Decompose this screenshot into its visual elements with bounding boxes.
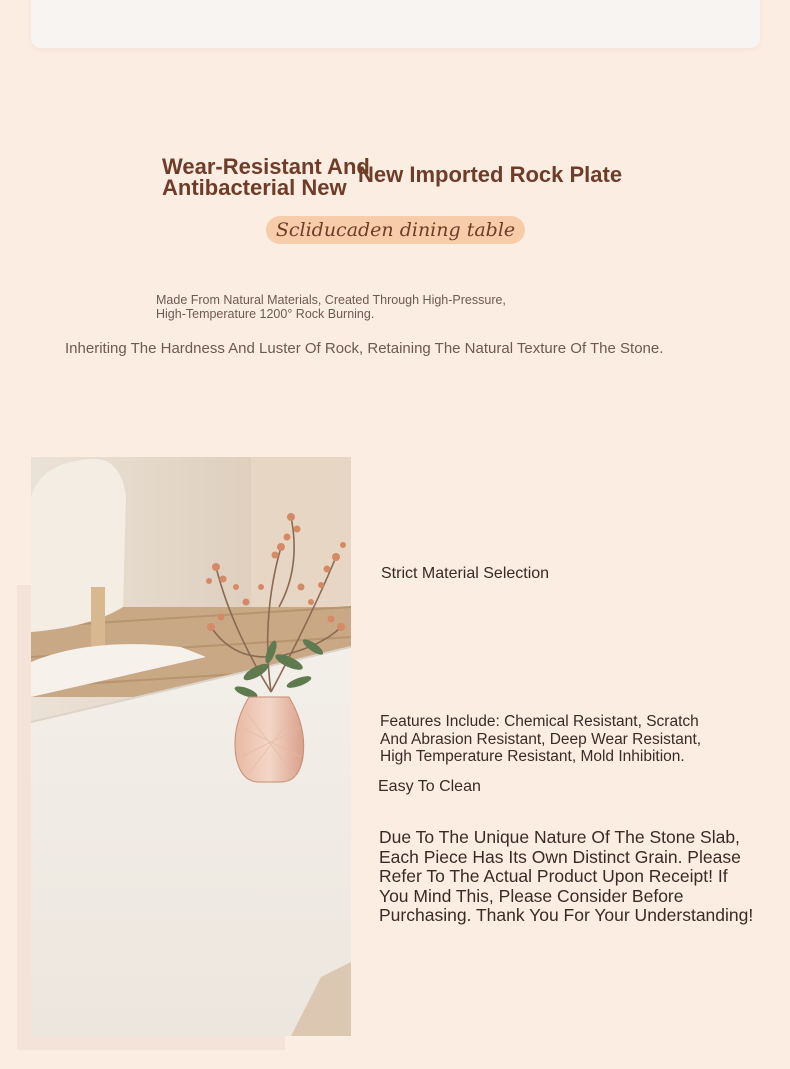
product-photo xyxy=(31,457,351,1036)
product-name-badge: Scliducaden dining table xyxy=(266,216,525,244)
easy-clean-label: Easy To Clean xyxy=(378,778,481,795)
texture-description: Inheriting The Hardness And Luster Of Rock, Retaining The Natural Texture Of The Stone. xyxy=(65,340,664,357)
features-description: Features Include: Chemical Resistant, Scratch And Abrasion Resistant, Deep Wear Resistant, High Temperature Resistant, Mold Inhibition. xyxy=(380,713,702,765)
material-selection-label: Strict Material Selection xyxy=(381,565,550,582)
process-description: Made From Natural Materials, Created Through High-Pressure, High-Temperature 1200° Rock Burning. xyxy=(156,293,506,321)
grain-notice: Due To The Unique Nature Of The Stone Slab, Each Piece Has Its Own Distinct Grain. Please Refer To The Actual Product Upon Receipt! If You Mind This, Please Consider Before Purchasing. Thank You For Your Understanding! xyxy=(379,827,754,925)
top-card xyxy=(31,0,760,48)
headline-wear-resistant: Wear-Resistant And Antibacterial New xyxy=(162,154,370,200)
headline-rock-plate: New Imported Rock Plate xyxy=(358,162,623,187)
